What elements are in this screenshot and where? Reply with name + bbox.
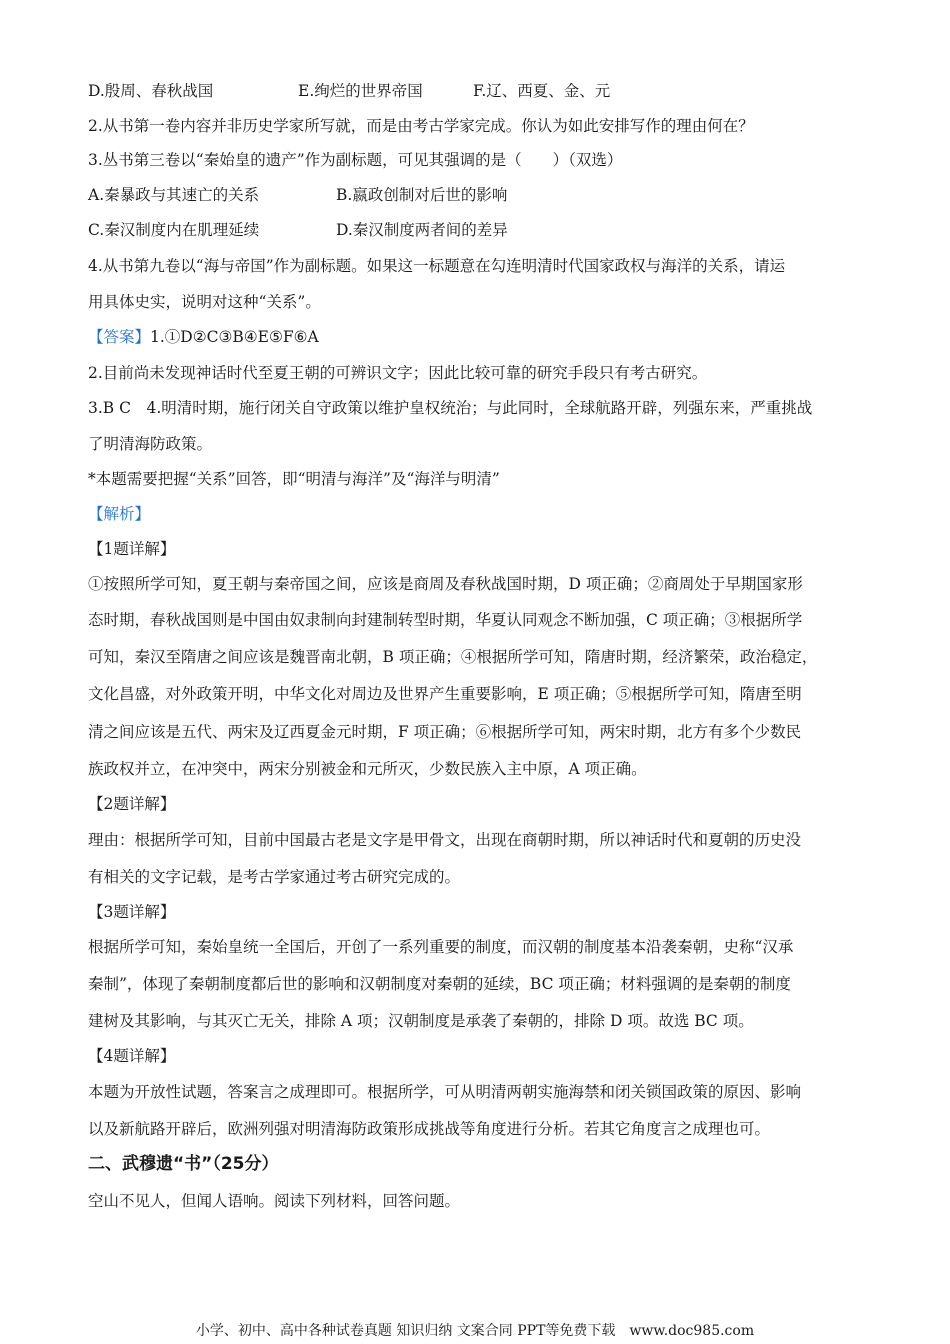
q3-options-row-2: [88, 219, 878, 241]
option-f: F.辽、西夏、金、元: [473, 82, 611, 100]
answer-note: *本题需要把握“关系”回答，即“明清与海洋”及“海洋与明清”: [88, 470, 500, 488]
option-e: E.绚烂的世界帝国: [298, 82, 423, 100]
detail-2-line: 理由：根据所学可知，目前中国最古老是文字是甲骨文，出现在商朝时期，所以神话时代和夏朝的历史没: [88, 831, 802, 849]
section-2-title: 二、武穆遗“书”（25分）: [88, 1154, 279, 1174]
q3-option-d: D.秦汉制度两者间的差异: [336, 221, 508, 239]
detail-3-line: 建树及其影响，与其灭亡无关，排除 A 项；汉朝制度是承袭了秦朝的，排除 D 项。故选 BC 项。: [88, 1012, 754, 1030]
detail-2-line: 有相关的文字记载，是考古学家通过考古研究完成的。: [88, 868, 461, 886]
detail-1-line: 可知，秦汉至隋唐之间应该是魏晋南北朝，B 项正确；④根据所学可知，隋唐时期，经济繁荣，政治稳定，: [88, 648, 818, 666]
q3-options-row-1: [88, 184, 878, 206]
footer-text: 小学、初中、高中各种试卷真题 知识归纳 文案合同 PPT等免费下载 www.doc985.com: [195, 1323, 755, 1339]
q3-option-a: A.秦暴政与其速亡的关系: [88, 186, 260, 204]
detail-1-line: 族政权并立，在冲突中，两宋分别被金和元所灭，少数民族入主中原，A 项正确。: [88, 760, 647, 778]
question-4-line: 用具体史实，说明对这种“关系”。: [88, 293, 321, 311]
question-4-line: 4.从书第九卷以“海与帝国”作为副标题。如果这一标题意在勾连明清时代国家政权与海洋的关系，请运: [88, 257, 786, 275]
question-2: 2.从书第一卷内容并非历史学家所写就，而是由考古学家完成。你认为如此安排写作的理由何在？: [88, 117, 754, 135]
q1-options-row: [88, 80, 878, 102]
answer-3-4-line: 3.B C 4.明清时期，施行闭关自守政策以维护皇权统治；与此同时，全球航路开辟，列强东来，严重挑战: [88, 399, 813, 417]
detail-1-line: ①按照所学可知，夏王朝与秦帝国之间，应该是商周及春秋战国时期，D 项正确；②商周处于早期国家形: [88, 575, 803, 593]
detail-2-heading: 【2题详解】: [88, 795, 176, 813]
answer-row-1: [88, 326, 878, 348]
answer-2: 2.目前尚未发现神话时代至夏王朝的可辨识文字；因此比较可靠的研究手段只有考古研究。: [88, 364, 708, 382]
answer-3-4-line: 了明清海防政策。: [88, 435, 213, 453]
question-3: 3.丛书第三卷以“秦始皇的遗产”作为副标题，可见其强调的是（ ）（双选）: [88, 151, 623, 169]
answer-1: 1.①D②C③B④E⑤F⑥A: [150, 328, 319, 346]
detail-3-line: 秦制”，体现了秦朝制度都后世的影响和汉朝制度对秦朝的延续，BC 项正确；材料强调的是秦朝的制度: [88, 975, 791, 993]
detail-1-heading: 【1题详解】: [88, 540, 176, 558]
analysis-tag: 【解析】: [88, 505, 151, 523]
option-d: D.殷周、春秋战国: [88, 82, 214, 100]
detail-1-line: 清之间应该是五代、两宋及辽西夏金元时期，F 项正确；⑥根据所学可知，两宋时期，北方有多个少数民: [88, 723, 802, 741]
detail-4-heading: 【4题详解】: [88, 1047, 176, 1065]
q3-option-c: C.秦汉制度内在肌理延续: [88, 221, 260, 239]
q3-option-b: B.嬴政创制对后世的影响: [336, 186, 508, 204]
detail-3-line: 根据所学可知，秦始皇统一全国后，开创了一系列重要的制度，而汉朝的制度基本沿袭秦朝，史称“汉承: [88, 938, 794, 956]
answer-tag: 【答案】: [88, 328, 151, 346]
section-2-intro: 空山不见人，但闻人语响。阅读下列材料，回答问题。: [88, 1192, 461, 1210]
detail-4-line: 以及新航路开辟后，欧洲列强对明清海防政策形成挑战等角度进行分析。若其它角度言之成理也可。: [88, 1120, 771, 1138]
detail-4-line: 本题为开放性试题，答案言之成理即可。根据所学，可从明清两朝实施海禁和闭关锁国政策的原因、影响: [88, 1083, 802, 1101]
detail-1-line: 文化昌盛，对外政策开明，中华文化对周边及世界产生重要影响，E 项正确；⑤根据所学可知，隋唐至明: [88, 685, 802, 703]
detail-1-line: 态时期，春秋战国则是中国由奴隶制向封建制转型时期，华夏认同观念不断加强，C 项正确；③根据所学: [88, 611, 803, 629]
detail-3-heading: 【3题详解】: [88, 903, 176, 921]
